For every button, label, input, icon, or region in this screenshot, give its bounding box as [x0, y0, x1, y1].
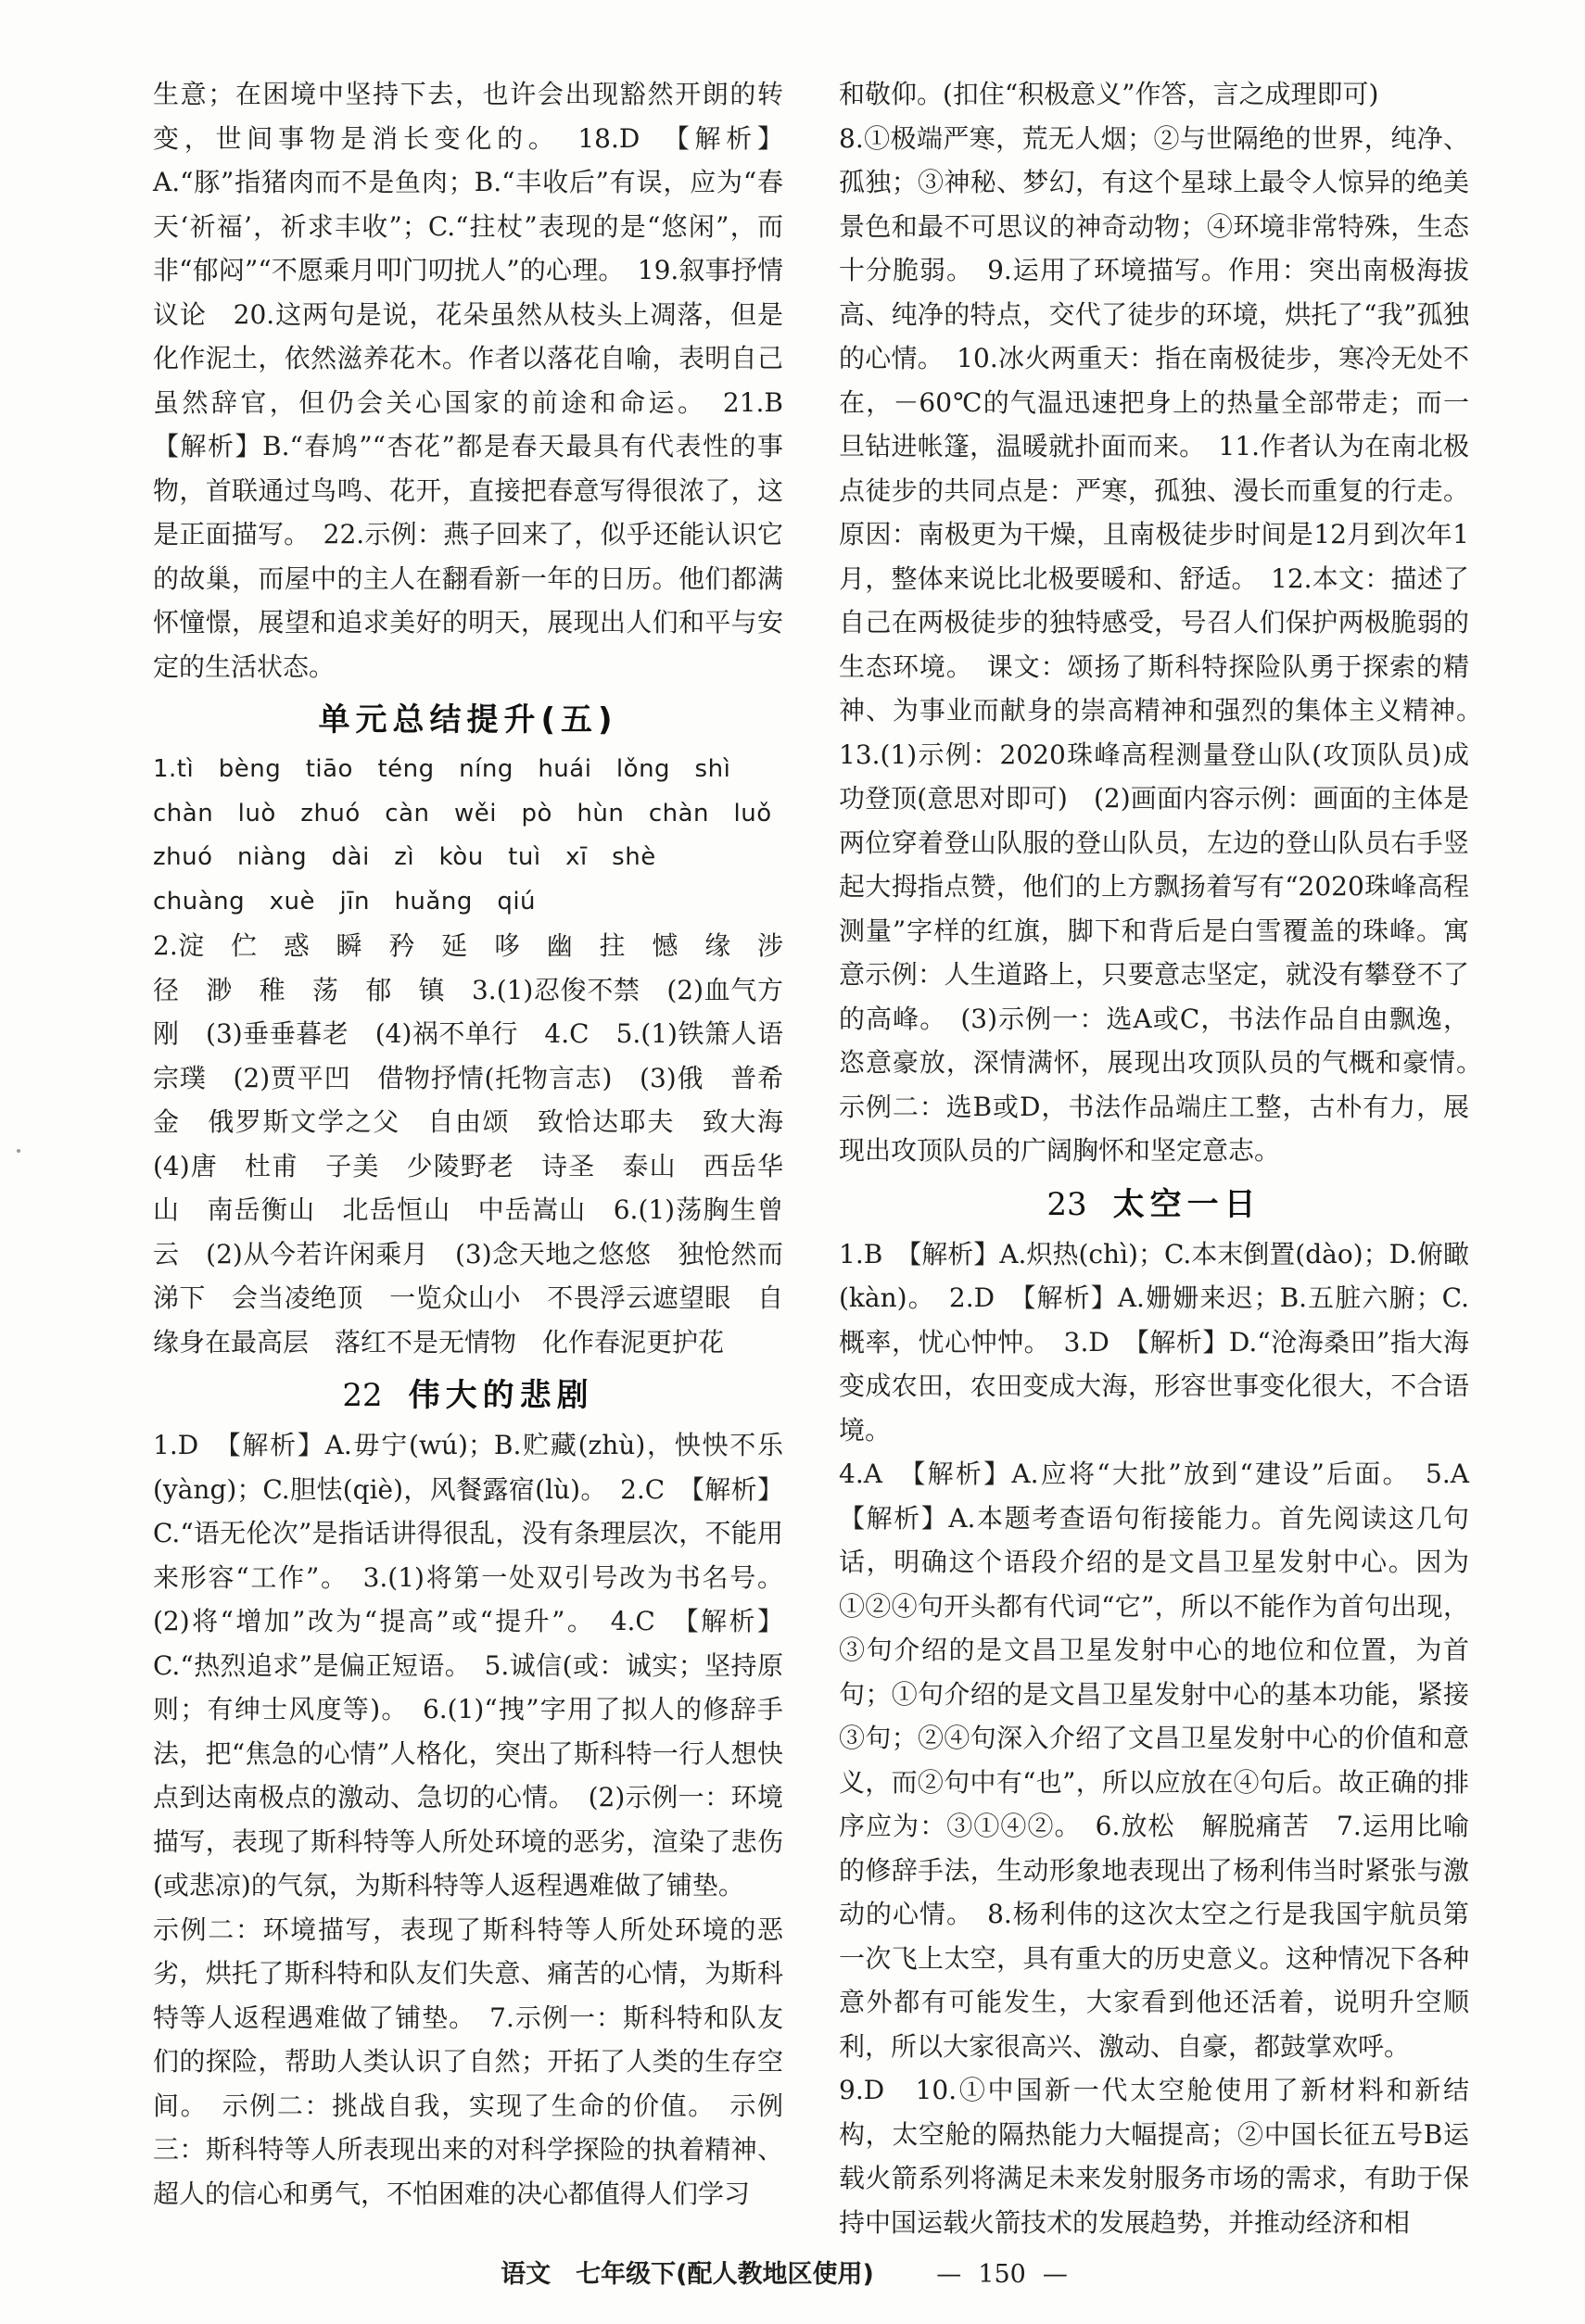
answer-paragraph: 1.D 【解析】A.毋宁(wú)；B.贮藏(zhù)，怏怏不乐(yàng)；C.胆怯(qiè)，风餐露宿(lù)。 2.C 【解析】C.“语无伦次”是指话讲得很乱，没有条理层次，不能用来形容“工作”。 3.(1)将第一处双引号改为书名号。(2)将“增加”改为“提高”或“提升”。 4.C 【解析】C.“热烈追求”是偏正短语。 5.诚信(或：诚实；坚持原则；有绅士风度等)。 6.(1)“拽”字用了拟人的修辞手法，把“焦急的心情”人格化，突出了斯科特一行人想快点到达南极点的激动、急切的心情。 (2)示例一：环境描写，表现了斯科特等人所处环境的恶劣，渲染了悲伤(或悲凉)的气氛，为斯科特等人返程遇难做了铺垫。 — [153, 1430, 783, 1901]
section-heading-unit-summary: 单元总结提升(五) — [318, 701, 618, 739]
footer-dash: — — [1042, 2260, 1068, 2289]
footer-dash: — — [936, 2260, 962, 2289]
answer-paragraph: 1.B 【解析】A.炽热(chì)；C.本末倒置(dào)；D.俯瞰(kàn)。 2.D 【解析】A.姗姗来迟；B.五脏六腑；C.概率，忧心忡忡。 3.D 【解析】D.“沧海桑田”指大海变成农田，农田变成大海，形容世事变化很大，不合语境。 — [839, 1238, 1469, 1446]
right-column — [839, 72, 1496, 2244]
book-label: 语文 七年级下(配人教地区使用) — [501, 2260, 874, 2289]
pinyin-line: chàn luò zhuó càn wěi pò hùn chàn luǒ — [153, 799, 772, 827]
pinyin-answers — [153, 748, 783, 924]
lesson-number: 22 — [342, 1377, 383, 1414]
answer-paragraph: 和敬仰。(扣住“积极意义”作答，言之成理即可) — [839, 79, 1379, 109]
answer-paragraph: 8.①极端严寒，荒无人烟；②与世隔绝的世界，纯净、孤独；③神秘、梦幻，有这个星球上最令人惊异的绝美景色和最不可思议的神奇动物；④环境非常特殊，生态十分脆弱。 9.运用了环境描写。作用：突出南极海拔高、纯净的特点，交代了徒步的环境，烘托了“我”孤独的心情。 10.冰火两重天：指在南极徒步，寒冷无处不在，－60℃的气温迅速把身上的热量全部带走；而一旦钻进帐篷，温暖就扑面而来。 11.作者认为在南北极点徒步的共同点是：严寒，孤独、漫长而重复的行走。原因：南极更为干燥，且南极徒步时间是12月到次年1月，整体来说比北极要暖和、舒适。 12.本文：描述了自己在两极徒步的独特感受，号召人们保护两极脆弱的生态环境。 课文：颂扬了斯科特探险队勇于探索的精神、为事业而献身的崇高精神和强烈的集体主义精神。 13.(1)示例：2020珠峰高程测量登山队(攻顶队员)成功登顶(意思对即可) (2)画面内容示例：画面的主体是两位穿着登山队服的登山队员，左边的登山队员右手竖起大拇指点赞，他们的上方飘扬着写有“2020珠峰高程测量”字样的红旗，脚下和背后是白雪覆盖的珠峰。寓意示例：人生道路上，只要意志坚定，就没有攀登不了的高峰。 (3)示例一：选A或C，书法作品自由飘逸，恣意豪放，深情满怀，展现出攻顶队员的气概和豪情。 示例二：选B或D，书法作品端庄工整，古朴有力，展现出攻顶队员的广阔胸怀和坚定意志。 — [839, 122, 1496, 1166]
pinyin-line: zhuó niàng dài zì kòu tuì xī shè — [153, 843, 656, 871]
page-footer — [0, 2254, 1585, 2290]
page-number-group — [919, 2260, 1084, 2289]
answer-paragraph: 示例二：环境描写，表现了斯科特等人所处环境的恶劣，烘托了斯科特和队友们失意、痛苦的心情，为斯科特等人返程遇难做了铺垫。 7.示例一：斯科特和队友们的探险，帮助人类认识了自然；开拓了人类的生存空间。 示例二：挑战自我，实现了生命的价值。 示例三：斯科特等人所表现出来的对科学探险的执着精神、超人的信心和勇气，不怕困难的决心都值得人们学习 — [153, 1914, 783, 2209]
lesson-title: 伟大的悲剧 — [408, 1377, 594, 1414]
answer-paragraph: 生意；在困境中坚持下去，也许会出现豁然开朗的转变，世间事物是消长变化的。 18.D 【解析】A.“豚”指猪肉而不是鱼肉；B.“丰收后”有误，应为“春天‘祈福’，祈求丰收”；C.“拄杖”表现的是“悠闲”，而非“郁闷”“不愿乘月叩门叨扰人”的心理。 19.叙事抒情议论 20.这两句是说，花朵虽然从枝头上凋落，但是化作泥土，依然滋养花木。作者以落花自喻，表明自己虽然辞官，但仍会关心国家的前途和命运。 21.B 【解析】B.“春鸠”“杏花”都是春天最具有代表性的事物，首联通过鸟鸣、花开，直接把春意写得很浓了，这是正面描写。 22.示例：燕子回来了，似乎还能认识它的故巢，而屋中的主人在翻看新一年的日历。他们都满怀憧憬，展望和追求美好的明天，展现出人们和平与安定的生活状态。 — [153, 79, 810, 682]
lesson-title: 太空一日 — [1112, 1185, 1262, 1223]
answer-paragraph: 4.A 【解析】A.应将“大批”放到“建设”后面。 5.A 【解析】A.本题考查语句衔接能力。首先阅读这几句话，明确这个语段介绍的是文昌卫星发射中心。因为①②④句开头都有代词“它”，所以不能作为首句出现，③句介绍的是文昌卫星发射中心的地位和位置，为首句；①句介绍的是文昌卫星发射中心的基本功能，紧接③句；②④句深入介绍了文昌卫星发射中心的价值和意义，而②句中有“也”，所以应放在④句后。故正确的排序应为：③①④②。 6.放松 解脱痛苦 7.运用比喻的修辞手法，生动形象地表现出了杨利伟当时紧张与激动的心情。 8.杨利伟的这次太空之行是我国宇航员第一次飞上太空，具有重大的历史意义。这种情况下各种意外都有可能发生，大家看到他还活着，说明升空顺利，所以大家很高兴、激动、自豪，都鼓掌欢呼。 — [839, 1459, 1496, 2062]
page-number: 150 — [978, 2260, 1026, 2289]
left-column — [153, 72, 810, 2216]
section-heading-lesson-22 — [153, 1370, 783, 1421]
scan-speck — [17, 1149, 20, 1153]
section-heading-lesson-23 — [839, 1179, 1469, 1231]
answer-paragraph: 9.D 10.①中国新一代太空舱使用了新材料和新结构，太空舱的隔热能力大幅提高；②中国长征五号B运载火箭系列将满足未来发射服务市场的需求，有助于保持中国运载火箭技术的发展趋势，并推动经济和相 — [839, 2075, 1469, 2238]
lesson-number: 23 — [1046, 1185, 1087, 1223]
answer-paragraph: 2.淀 伫 惑 瞬 矜 延 哆 幽 拄 憾 缘 涉 径 渺 稚 荡 郁 镇 3.(1)忍俊不禁 (2)血气方刚 (3)垂垂暮老 (4)祸不单行 4.C 5.(1)铁箫人语 宗璞 (2)贾平凹 借物抒情(托物言志) (3)俄 普希金 俄罗斯文学之父 自由颂 致恰达耶夫 致大海 (4)唐 杜甫 子美 少陵野老 诗圣 泰山 西岳华山 南岳衡山 北岳恒山 中岳嵩山 6.(1)荡胸生曾云 (2)从今若许闲乘月 (3)念天地之悠悠 独怆然而涕下 会当凌绝顶 一览众山小 不畏浮云遮望眼 自缘身在最高层 落红不是无情物 化作春泥更护花 — [153, 930, 810, 1358]
pinyin-line: chuàng xuè jīn huǎng qiú — [153, 887, 537, 916]
pinyin-line: 1.tì bèng tiāo téng níng huái lǒng shì — [153, 755, 731, 783]
